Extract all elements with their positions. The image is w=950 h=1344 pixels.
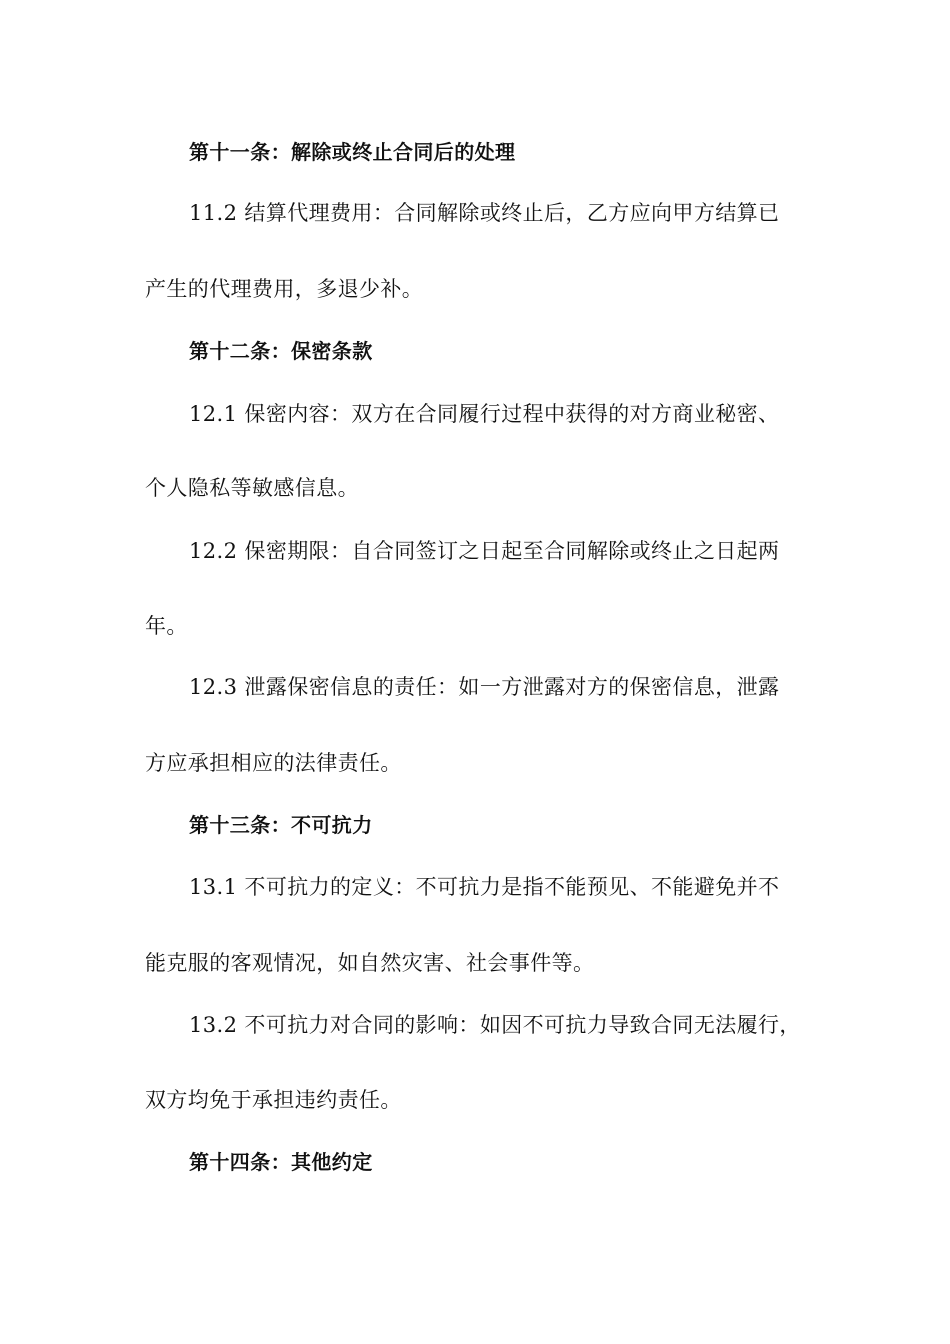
section-heading: 第十二条：保密条款: [189, 339, 373, 363]
clause-text-continued: 个人隐私等敏感信息。: [145, 476, 359, 500]
clause-text: 11.2 结算代理费用：合同解除或终止后，乙方应向甲方结算已: [189, 201, 780, 225]
clause-text-continued: 年。: [145, 614, 188, 638]
clause-text: 13.1 不可抗力的定义：不可抗力是指不能预见、不能避免并不: [189, 875, 780, 899]
clause-text: 12.1 保密内容：双方在合同履行过程中获得的对方商业秘密、: [189, 402, 780, 426]
clause-text: 12.3 泄露保密信息的责任：如一方泄露对方的保密信息，泄露: [189, 675, 780, 699]
clause-text-continued: 方应承担相应的法律责任。: [145, 751, 402, 775]
section-heading: 第十三条：不可抗力: [189, 813, 373, 837]
clause-text-continued: 双方均免于承担违约责任。: [145, 1088, 402, 1112]
clause-text: 13.2 不可抗力对合同的影响：如因不可抗力导致合同无法履行，: [189, 1013, 801, 1037]
section-heading: 第十一条：解除或终止合同后的处理: [189, 140, 516, 164]
clause-text-continued: 产生的代理费用，多退少补。: [145, 277, 424, 301]
clause-text: 12.2 保密期限：自合同签订之日起至合同解除或终止之日起两: [189, 539, 780, 563]
section-heading: 第十四条：其他约定: [189, 1150, 373, 1174]
clause-text-continued: 能克服的客观情况，如自然灾害、社会事件等。: [145, 951, 595, 975]
